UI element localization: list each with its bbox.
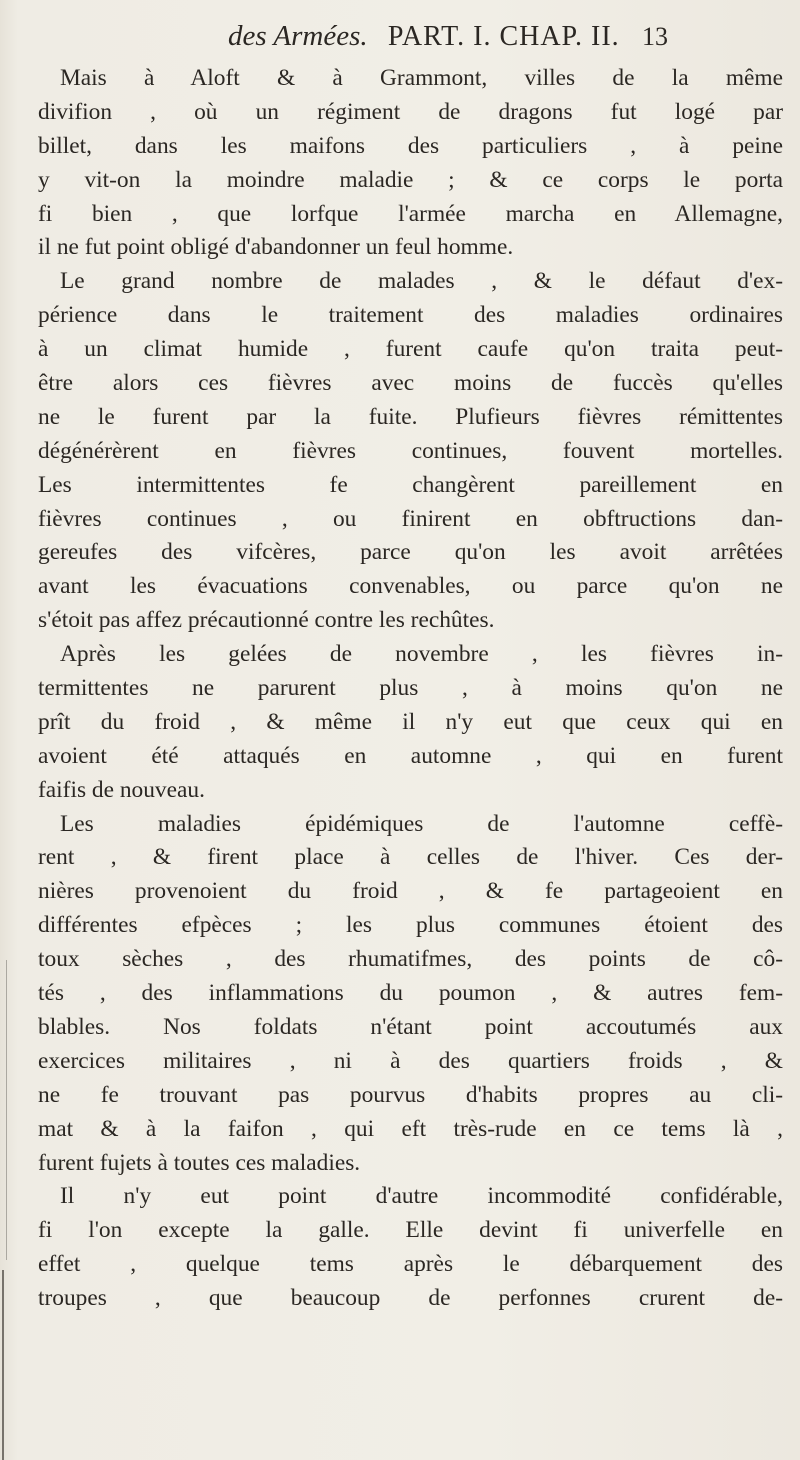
text-line: périence dans le traitement des maladies ordinaires <box>38 302 783 329</box>
text-line: Les maladies épidémiques de l'automne ceffè- <box>60 810 783 837</box>
text-line: tés , des inflammations du poumon , & autres fem- <box>38 980 783 1007</box>
text-line: billet, dans les maifons des particuliers , à peine <box>38 132 783 159</box>
text-line: Les intermittentes fe changèrent pareillement en <box>38 471 783 498</box>
text-line: dégénérèrent en fièvres continues, fouvent mortelles. <box>38 437 783 464</box>
running-title: des Armées. <box>228 20 368 52</box>
text-line: Il n'y eut point d'autre incommodité confidérable, <box>60 1183 783 1210</box>
text-line: gereufes des vifcères, parce qu'on les avoit arrêtées <box>38 539 783 566</box>
page-number: 13 <box>641 22 668 51</box>
text-line: ne fe trouvant pas pourvus d'habits propres au cli- <box>38 1081 783 1108</box>
text-line: Après les gelées de novembre , les fièvres in- <box>60 641 783 668</box>
text-line: blables. Nos foldats n'étant point accoutumés aux <box>38 1013 783 1040</box>
text-line: rent , & firent place à celles de l'hiver. Ces der- <box>38 844 783 871</box>
text-line: à un climat humide , furent caufe qu'on traita peut- <box>38 336 783 363</box>
text-line: Le grand nombre de malades , & le défaut d'ex- <box>60 268 783 295</box>
text-line: y vit-on la moindre maladie ; & ce corps le porta <box>38 166 783 193</box>
text-line: ne le furent par la fuite. Plufieurs fièvres rémittentes <box>38 403 783 430</box>
text-line: Mais à Aloft & à Grammont, villes de la même <box>60 65 783 91</box>
text-line: exercices militaires , ni à des quartiers froids , & <box>38 1047 783 1074</box>
running-header <box>228 14 788 58</box>
text-line: faifis de nouveau. <box>38 776 205 803</box>
text-line: divifion , où un régiment de dragons fut logé par <box>38 98 783 125</box>
text-line: nières provenoient du froid , & fe partageoient en <box>38 878 783 905</box>
text-line: fi bien , que lorfque l'armée marcha en Allemagne, <box>38 200 783 227</box>
text-line: s'étoit pas affez précautionné contre les rechûtes. <box>38 607 495 634</box>
body-text <box>38 62 783 1316</box>
page-edge-shadow-faint <box>6 960 7 1260</box>
text-line: prît du froid , & même il n'y eut que ceux qui en <box>38 708 783 735</box>
text-line: différentes efpèces ; les plus communes étoient des <box>38 912 783 939</box>
text-line: avant les évacuations convenables, ou parce qu'on ne <box>38 573 783 600</box>
text-line: avoient été attaqués en automne , qui en furent <box>38 742 783 769</box>
text-line: toux sèches , des rhumatifmes, des points de cô- <box>38 946 783 973</box>
text-line: troupes , que beaucoup de perfonnes crurent de- <box>38 1285 783 1312</box>
text-line: effet , quelque tems après le débarquement des <box>38 1251 783 1278</box>
text-line: fi l'on excepte la galle. Elle devint fi univerfelle en <box>38 1217 783 1244</box>
text-line: il ne fut point obligé d'abandonner un feul homme. <box>38 234 514 261</box>
text-line: fièvres continues , ou finirent en obftructions dan- <box>38 505 783 532</box>
part-chapter-label: PART. I. CHAP. II. <box>387 21 620 52</box>
page-edge-shadow <box>2 1270 4 1460</box>
text-line: furent fujets à toutes ces maladies. <box>38 1149 361 1176</box>
text-line: mat & à la faifon , qui eft très-rude en ce tems là , <box>38 1115 783 1142</box>
text-line: termittentes ne parurent plus , à moins qu'on ne <box>38 675 783 702</box>
text-line: être alors ces fièvres avec moins de fuccès qu'elles <box>38 370 783 397</box>
